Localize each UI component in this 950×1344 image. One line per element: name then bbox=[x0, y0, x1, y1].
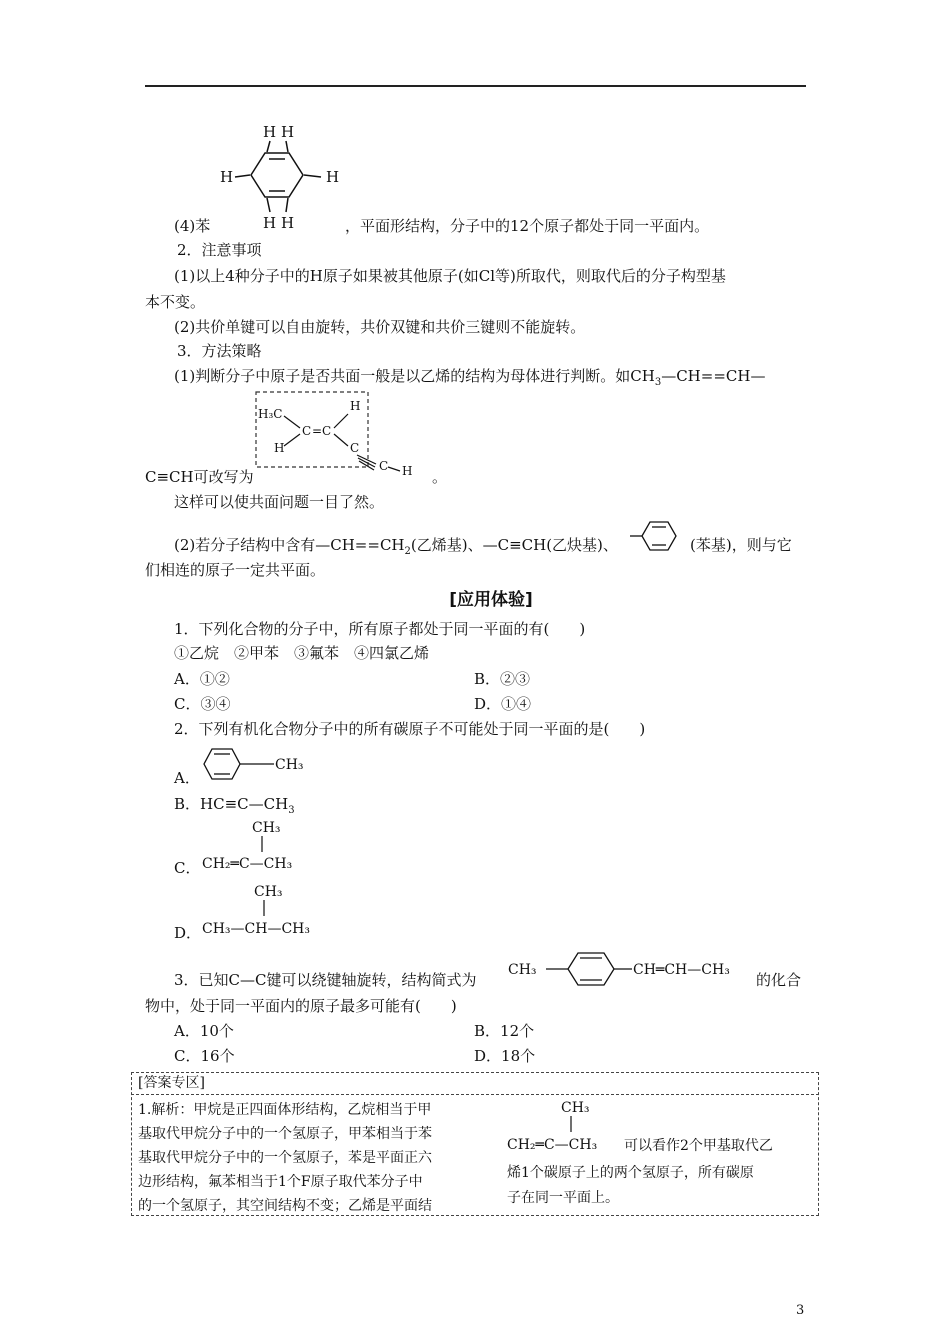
question-1-option-c[interactable]: C．③④ bbox=[174, 695, 231, 713]
question-2-option-d[interactable]: D． bbox=[174, 924, 202, 942]
methyl-group: CH₃ bbox=[275, 757, 304, 773]
group-h3c: H₃C bbox=[258, 407, 283, 421]
answer-line: 基取代甲烷分子中的一个氢原子，苯是平面正六 bbox=[138, 1150, 432, 1166]
strategy-paragraph-2: (2)若分子结构中含有$—CH==CH_2$(乙烯基)、—C≡CH(乙炔基)、 bbox=[174, 536, 618, 557]
atom-c: C bbox=[350, 441, 360, 455]
strategy-paragraph-1-cont: C≡CH可改写为 bbox=[145, 468, 254, 486]
answer-divider bbox=[131, 1094, 819, 1095]
answer-title: [答案专区] bbox=[138, 1075, 205, 1091]
question-1-option-b[interactable]: B．②③ bbox=[474, 670, 531, 688]
double-bond: = bbox=[312, 424, 323, 438]
question-2-stem: 2．下列有机化合物分子中的所有碳原子不可能处于同一平面的是( ) bbox=[174, 720, 646, 738]
strategy-paragraph-1-end: 。 bbox=[432, 468, 448, 486]
atom-h: H bbox=[281, 214, 295, 232]
page-number: 3 bbox=[796, 1303, 805, 1318]
section-title-notes: 2．注意事项 bbox=[177, 241, 262, 259]
toluene-structure bbox=[200, 744, 320, 784]
methyl-top: CH₃ bbox=[252, 820, 281, 836]
atom-h: H bbox=[263, 123, 277, 141]
question-3-option-c[interactable]: C．16个 bbox=[174, 1047, 235, 1065]
isobutylene-structure bbox=[200, 818, 330, 878]
isobutane-structure bbox=[200, 882, 340, 942]
strategy-paragraph-2-tail: (苯基)，则与它 bbox=[690, 536, 792, 554]
chain-main: CH₂═C—CH₃ bbox=[202, 856, 293, 872]
question-1-items: ①乙烷 ②甲苯 ③氟苯 ④四氯乙烯 bbox=[174, 644, 430, 662]
question-2-option-b[interactable]: B．$HC\equiv C—CH_3$ bbox=[174, 795, 295, 816]
question-3-stem-tail: 的化合 bbox=[756, 971, 802, 989]
question-3-option-b[interactable]: B．12个 bbox=[474, 1022, 535, 1040]
benzene-structure bbox=[215, 120, 345, 230]
section-banner: [应用体验] bbox=[449, 590, 533, 610]
atom-h: H bbox=[263, 214, 277, 232]
atom-c: C bbox=[379, 459, 389, 473]
benzene-label: (4)苯 bbox=[174, 217, 211, 235]
phenyl-group-icon bbox=[628, 518, 688, 554]
atom-c: C bbox=[322, 424, 332, 438]
propenyl-chain: CH═CH—CH₃ bbox=[633, 962, 730, 978]
atom-h: H bbox=[274, 441, 285, 455]
section-title-strategy: 3．方法策略 bbox=[177, 342, 262, 360]
answer-right-first-tail: 可以看作2个甲基取代乙 bbox=[624, 1138, 773, 1154]
notes-paragraph-2: (2)共价单键可以自由旋转，共价双键和共价三键则不能旋转。 bbox=[174, 318, 586, 336]
notes-paragraph-1-cont: 本不变。 bbox=[145, 293, 206, 311]
question-3-option-d[interactable]: D．18个 bbox=[474, 1047, 536, 1065]
answer-right-line: 子在同一平面上。 bbox=[507, 1190, 619, 1206]
answer-line: 边形结构，氟苯相当于1个F原子取代苯分子中 bbox=[138, 1174, 423, 1190]
chain-main: CH₃—CH—CH₃ bbox=[202, 921, 310, 937]
answer-isobutylene-structure bbox=[507, 1096, 637, 1156]
strategy-paragraph-1-note: 这样可以使共面问题一目了然。 bbox=[174, 493, 385, 511]
ethylene-frame-structure bbox=[254, 390, 434, 485]
answer-right-line: 烯1个碳原子上的两个氢原子，所有碳原 bbox=[507, 1165, 754, 1181]
atom-h: H bbox=[281, 123, 295, 141]
question-3-option-a[interactable]: A．10个 bbox=[174, 1022, 234, 1040]
atom-h: H bbox=[326, 168, 340, 186]
question-1-stem: 1．下列化合物的分子中，所有原子都处于同一平面的有( ) bbox=[174, 620, 586, 638]
atom-c: C bbox=[302, 424, 312, 438]
strategy-paragraph-1: (1)判断分子中原子是否共面一般是以乙烯的结构为母体进行判断。如$CH_3—CH==CH—$ bbox=[174, 367, 766, 388]
atom-h: H bbox=[220, 168, 234, 186]
question-3-stem-cont: 物中，处于同一平面内的原子最多可能有( ) bbox=[145, 997, 457, 1015]
notes-paragraph-1: (1)以上4种分子中的H原子如果被其他原子(如Cl等)所取代，则取代后的分子构型基 bbox=[174, 267, 726, 285]
benzene-description: ，平面形结构，分子中的12个原子都处于同一平面内。 bbox=[345, 217, 710, 235]
methyl-left: CH₃ bbox=[508, 962, 537, 978]
atom-h: H bbox=[350, 399, 361, 413]
answer-line: 的一个氢原子，其空间结构不变；乙烯是平面结 bbox=[138, 1198, 432, 1214]
structure-methyl-styrene bbox=[508, 948, 758, 994]
chain-main: CH₂═C—CH₃ bbox=[507, 1137, 598, 1153]
question-2-option-c[interactable]: C． bbox=[174, 859, 201, 877]
question-1-option-a[interactable]: A．①② bbox=[174, 670, 230, 688]
question-2-option-a[interactable]: A． bbox=[174, 769, 200, 787]
methyl-top: CH₃ bbox=[254, 884, 283, 900]
header-rule bbox=[145, 85, 806, 87]
methyl-top: CH₃ bbox=[561, 1100, 590, 1116]
question-1-option-d[interactable]: D．①④ bbox=[474, 695, 532, 713]
answer-line: 基取代甲烷分子中的一个氢原子，甲苯相当于苯 bbox=[138, 1126, 432, 1142]
strategy-paragraph-2-cont: 们相连的原子一定共平面。 bbox=[145, 561, 326, 579]
answer-line: 1.解析：甲烷是正四面体形结构，乙烷相当于甲 bbox=[138, 1102, 432, 1118]
atom-h: H bbox=[402, 464, 413, 478]
question-3-stem: 3．已知C—C键可以绕键轴旋转，结构简式为 bbox=[174, 971, 477, 989]
